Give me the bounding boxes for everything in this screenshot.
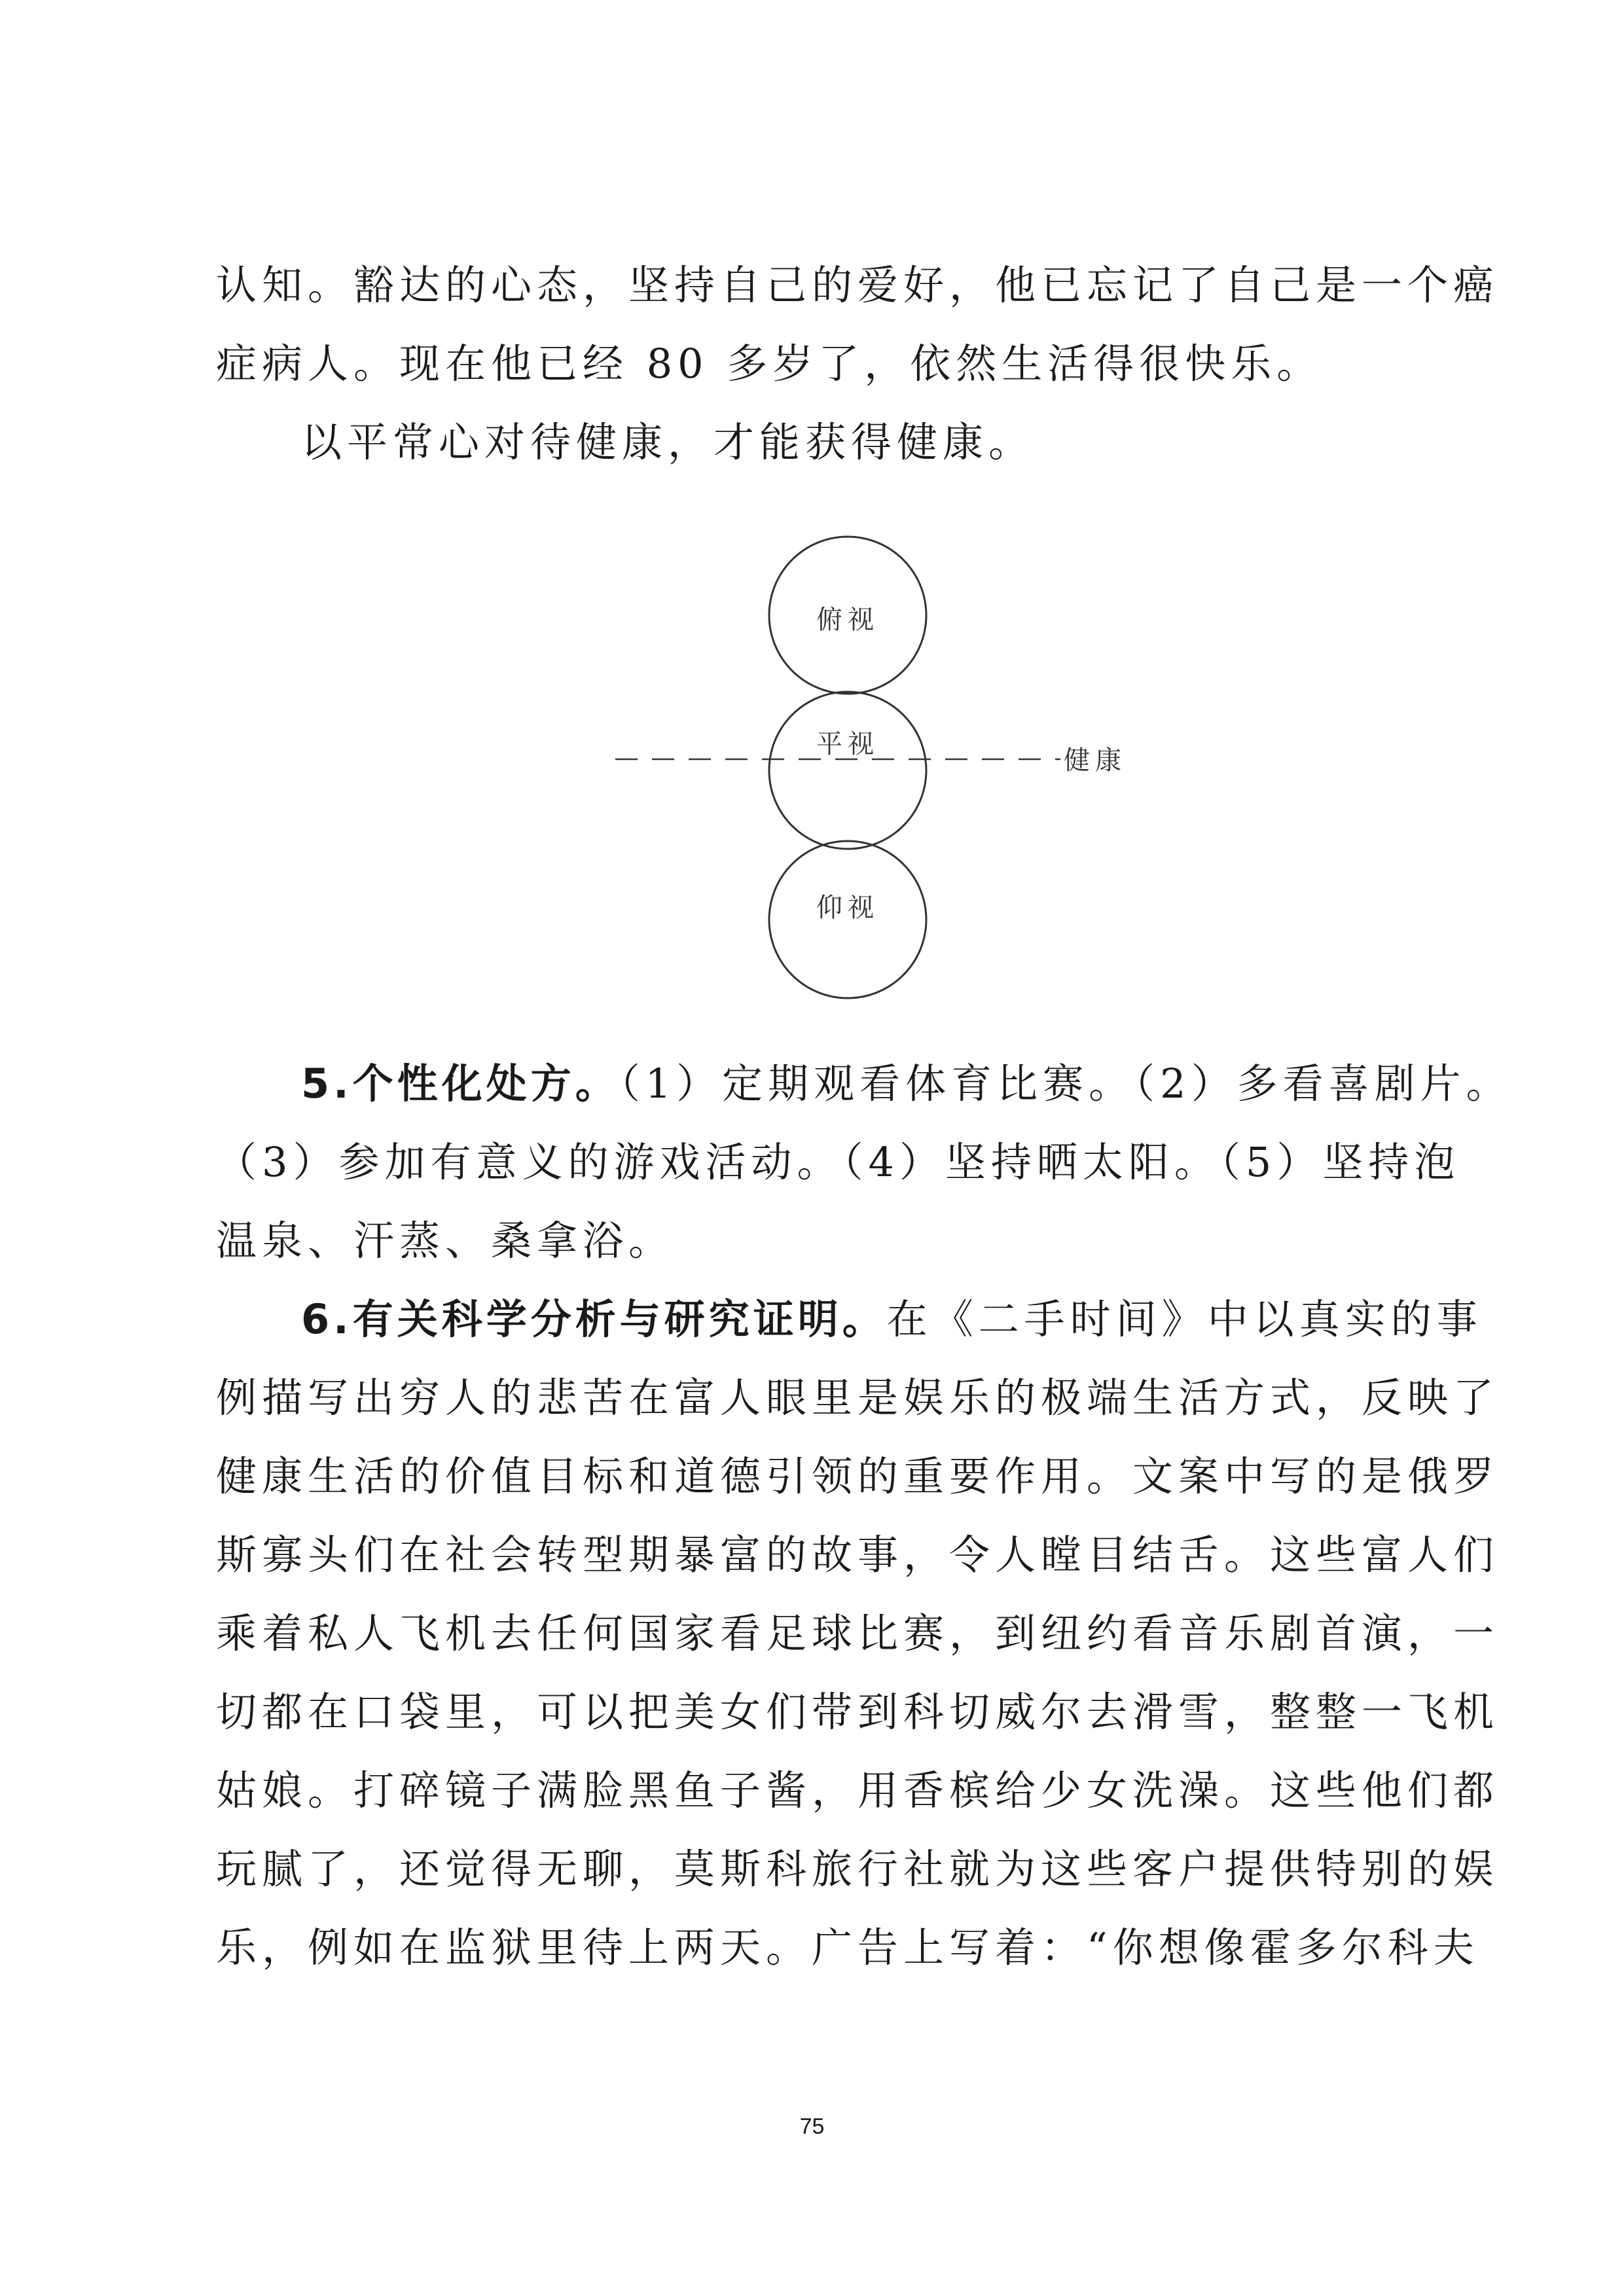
paragraph-4-line-2: 例描写出穷人的悲苦在富人眼里是娱乐的极端生活方式，反映了 bbox=[216, 1374, 1500, 1422]
middle-circle bbox=[769, 692, 926, 849]
paragraph-4-line-7: 姑娘。打碎镜子满脸黑鱼子酱，用香槟给少女洗澡。这些他们都 bbox=[216, 1767, 1500, 1814]
paragraph-4-line-8: 玩腻了，还觉得无聊，莫斯科旅行社就为这些客户提供特别的娱 bbox=[216, 1845, 1500, 1893]
paragraph-4-heading: 6.有关科学分析与研究证明。 bbox=[301, 1295, 887, 1343]
paragraph-4-line-6: 切都在口袋里，可以把美女们带到科切威尔去滑雪，整整一飞机 bbox=[216, 1688, 1500, 1736]
bottom-circle-label: 仰视 bbox=[816, 893, 879, 923]
middle-circle-label: 平视 bbox=[816, 729, 879, 759]
paragraph-1-line-2: 症病人。现在他已经 80 多岁了，依然生活得很快乐。 bbox=[216, 340, 1323, 387]
paragraph-4-line-5: 乘着私人飞机去任何国家看足球比赛，到纽约看音乐剧首演，一 bbox=[216, 1609, 1500, 1657]
paragraph-4-line-9: 乐，例如在监狱里待上两天。广告上写着：“你想像霍多尔科夫 bbox=[216, 1924, 1479, 1971]
paragraph-4-line-1-text: 在《二手时间》中以真实的事 bbox=[886, 1295, 1483, 1343]
health-perspective-diagram bbox=[609, 520, 1146, 1018]
paragraph-3-line-1-text: （1）定期观看体育比赛。（2）多看喜剧片。 bbox=[619, 1060, 1512, 1107]
paragraph-4-line-3: 健康生活的价值目标和道德引领的重要作用。文案中写的是俄罗 bbox=[216, 1452, 1500, 1500]
paragraph-4-line-4: 斯寡头们在社会转型期暴富的故事，令人瞠目结舌。这些富人们 bbox=[216, 1531, 1500, 1579]
paragraph-3-line-3: 温泉、汗蒸、桑拿浴。 bbox=[216, 1217, 675, 1265]
paragraph-2-line-1: 以平常心对待健康，才能获得健康。 bbox=[301, 418, 1035, 466]
paragraph-1-line-1: 认知。豁达的心态，坚持自己的爱好，他已忘记了自己是一个癌 bbox=[216, 261, 1500, 309]
paragraph-4-line-1 bbox=[301, 1295, 1499, 1343]
health-label: 健康 bbox=[1064, 745, 1127, 776]
page-number: 75 bbox=[799, 2114, 825, 2139]
top-circle-label: 俯视 bbox=[816, 605, 879, 635]
paragraph-3-heading: 5.个性化处方。 bbox=[301, 1060, 620, 1107]
paragraph-3-line-1 bbox=[301, 1060, 1512, 1107]
paragraph-3-line-2: （3）参加有意义的游戏活动。（4）坚持晒太阳。（5）坚持泡 bbox=[216, 1138, 1460, 1186]
